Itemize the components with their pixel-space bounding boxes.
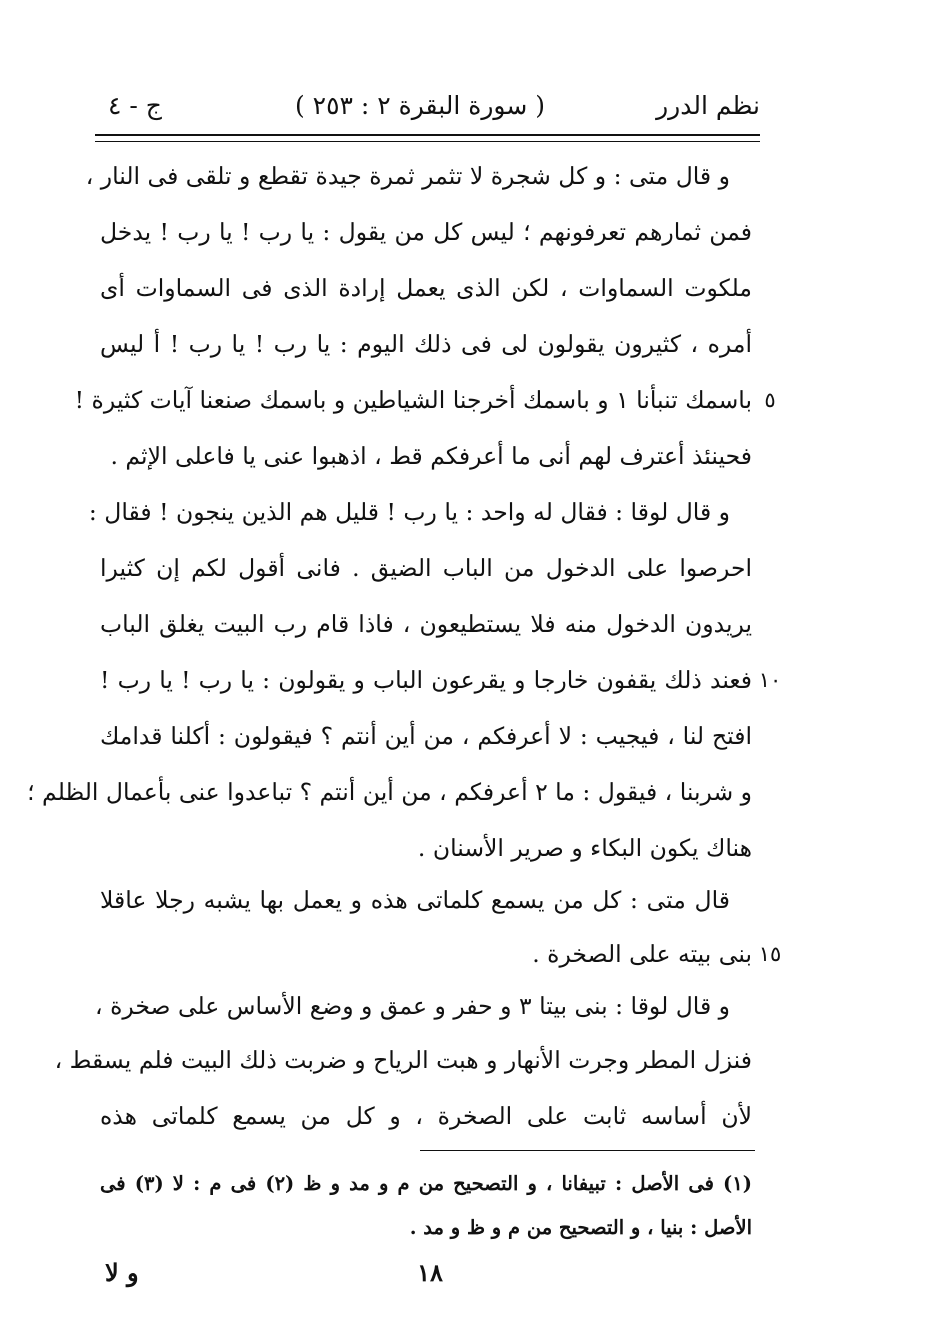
text-line-13: هناك يكون البكاء و صرير الأسنان . [417, 834, 752, 862]
text-line-4: أمره ، كثيرون يقولون لى فى ذلك اليوم : يا رب ! يا رب ! أ ليس [100, 330, 752, 358]
header-rule-thin [95, 141, 760, 142]
footnote-line-1: (١) فى الأصل : تبيفانا ، و التصحيح من م و مد و ظ (٢) فى م : لا (٣) فى [100, 1172, 753, 1195]
text-line-7: و قال لوقا : فقال له واحد : يا رب ! قليل هم الذين ينجون ! فقال : [88, 498, 730, 526]
line-number-10: ١٠ [758, 668, 782, 692]
text-line-12: و شربنا ، فيقول : ما ٢ أعرفكم ، من أين أنتم ؟ تباعدوا عنى بأعمال الظلم ؛ [27, 778, 752, 806]
surah-reference: ( سورة البقرة ٢ : ٢٥٣ ) [294, 91, 545, 120]
page-number: ١٨ [417, 1258, 443, 1287]
text-line-10: فعند ذلك يقفون خارجا و يقرعون الباب و يقولون : يا رب ! يا رب ! [100, 666, 752, 694]
text-line-6: فحينئذ أعترف لهم أنى ما أعرفكم قط ، اذهبوا عنى يا فاعلى الإثم . [110, 442, 752, 470]
text-line-18: لأن أساسه ثابت على الصخرة ، و كل من يسمع كلماتى هذه [100, 1102, 752, 1130]
line-number-15: ١٥ [758, 942, 782, 966]
footnote-line-2: الأصل : بنيا ، و التصحيح من م و ظ و مد . [409, 1216, 752, 1239]
text-line-9: يريدون الدخول منه فلا يستطيعون ، فاذا قام رب البيت يغلق الباب [100, 610, 752, 638]
text-line-11: افتح لنا ، فيجيب : لا أعرفكم ، من أين أنتم ؟ فيقولون : أكلنا قدامك [100, 722, 752, 750]
text-line-8: احرصوا على الدخول من الباب الضيق . فانى أقول لكم إن كثيرا [100, 554, 752, 582]
book-title: نظم الدرر [656, 91, 760, 120]
header-rule-thick [95, 134, 760, 136]
text-line-14: قال متى : كل من يسمع كلماتى هذه و يعمل بها يشبه رجلا عاقلا [100, 886, 730, 914]
volume-number: ج - ٤ [108, 91, 162, 120]
page-header [100, 86, 760, 126]
text-line-2: فمن ثمارهم تعرفونهم ؛ ليس كل من يقول : يا رب ! يا رب ! يدخل [100, 218, 752, 246]
text-line-1: و قال متى : و كل شجرة لا تثمر ثمرة جيدة تقطع و تلقى فى النار ، [85, 162, 730, 190]
text-line-5: باسمك تنبأنا ١ و باسمك أخرجنا الشياطين و باسمك صنعنا آيات كثيرة ! [74, 386, 752, 414]
line-number-5: ٥ [764, 388, 776, 412]
text-line-3: ملكوت السماوات ، لكن الذى يعمل إرادة الذى فى السماوات أى [100, 274, 752, 302]
text-line-17: فنزل المطر وجرت الأنهار و هبت الرياح و ضربت ذلك البيت فلم يسقط ، [54, 1046, 752, 1074]
text-line-16: و قال لوقا : بنى بيتا ٣ و حفر و عمق و وضع الأساس على صخرة ، [95, 992, 730, 1020]
footnote-rule [420, 1150, 755, 1151]
catchword: و لا [105, 1258, 139, 1287]
text-line-15: بنى بيته على الصخرة . [532, 940, 752, 968]
